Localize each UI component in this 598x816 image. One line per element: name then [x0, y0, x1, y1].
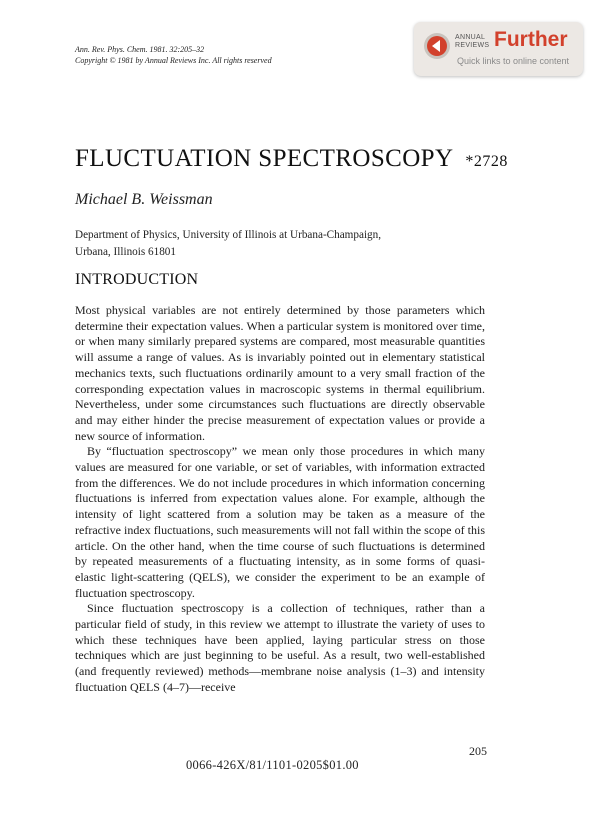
- journal-header: [75, 44, 272, 66]
- article-identifier: 0066-426X/81/1101-0205$01.00: [186, 758, 359, 772]
- annual-reviews-logo-icon: [423, 32, 451, 60]
- further-links-banner[interactable]: [414, 22, 583, 76]
- author-affiliation: [75, 227, 381, 261]
- paragraph: By “fluctuation spectroscopy” we mean only those procedures in which many values are measured for one variable, or set of variables, with information extracted from the differences. We do not include procedures in which information concerning fluctuations is inferred from expectation values alone. For example, although the intensity of light scattered from a solution may be taken as a measure of the refractive index fluctuations, such measurements will not fall within the scope of this article. On the other hand, when the time course of such fluctuations is determined by repeated measurements of a fluctuating intensity, as in some forms of quasi-elastic light-scattering (QELS), we consider the experiment to be an example of fluctuation spectroscopy.: [75, 444, 485, 600]
- author-name: Michael B. Weissman: [75, 191, 213, 208]
- affiliation-line-1: Department of Physics, University of Illinois at Urbana-Champaign,: [75, 229, 382, 241]
- article-title-line: [75, 145, 508, 173]
- banner-further-label[interactable]: Further: [494, 28, 568, 51]
- body-text: [75, 303, 485, 696]
- article-code: *2728: [465, 153, 508, 170]
- affiliation-line-2: Urbana, Illinois 61801: [75, 246, 176, 258]
- journal-citation: Ann. Rev. Phys. Chem. 1981. 32:205–32: [75, 45, 205, 54]
- section-heading: INTRODUCTION: [75, 271, 199, 288]
- banner-tagline: Quick links to online content: [457, 56, 570, 66]
- copyright-notice: Copyright © 1981 by Annual Reviews Inc. All rights reserved: [75, 56, 272, 65]
- article-title: FLUCTUATION SPECTROSCOPY: [75, 145, 454, 172]
- banner-annual-reviews: ANNUAL REVIEWS: [455, 34, 490, 49]
- paragraph: Since fluctuation spectroscopy is a collection of techniques, rather than a particular field of study, in this review we attempt to illustrate the variety of uses to which these techniques have been applied, laying particular stress on those techniques which are just beginning to be useful. As a result, two well-established (and frequently reviewed) methods—membrane noise analysis (1–3) and intensity fluctuation QELS (4–7)—receive: [75, 601, 485, 694]
- paragraph: Most physical variables are not entirely determined by those parameters which determine their expectation values. When a particular system is monitored over time, or when many similarly prepared systems are compared, most measurable quantities will assume a range of values. As is invariably pointed out in elementary statistical mechanics texts, such fluctuations ordinarily amount to a very small fraction of the corresponding expectation values in macroscopic systems in thermal equilibrium. Nevertheless, under some circumstances such fluctuations are directly observable and may either hinder the precise measurement of expectation values or provide a new source of information.: [75, 303, 485, 443]
- page-number: 205: [469, 744, 487, 758]
